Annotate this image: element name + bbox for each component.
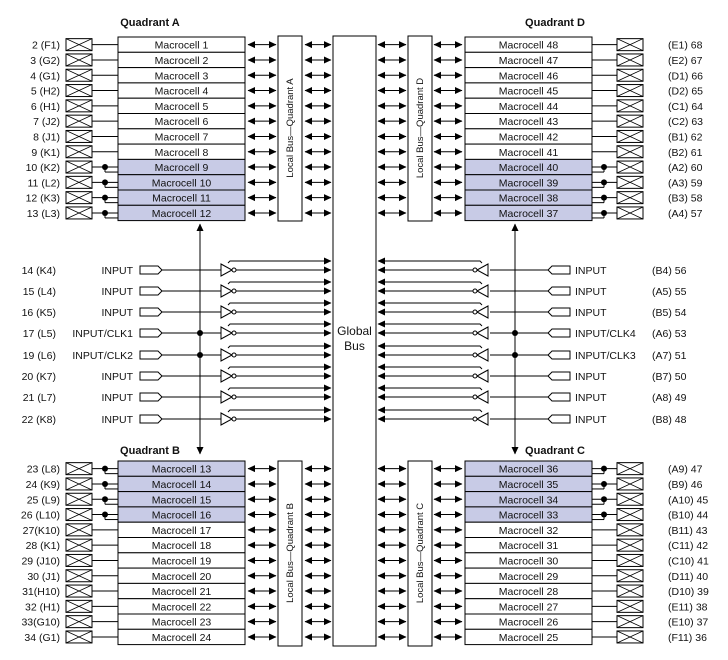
input-label: INPUT/CLK3	[575, 350, 636, 362]
input-complement-wire	[378, 388, 482, 390]
macrocell-label: Macrocell 1	[154, 39, 209, 52]
macrocell-label: Macrocell 9	[154, 162, 209, 175]
macrocell-label: Macrocell 19	[151, 555, 212, 568]
input-pin-label: 22 (K8)	[21, 414, 56, 426]
macrocell-label: Macrocell 21	[151, 586, 212, 599]
input-pad	[140, 393, 162, 401]
macrocell-label: Macrocell 44	[498, 100, 559, 113]
macrocell-label: Macrocell 11	[152, 192, 211, 205]
macrocell-label: Macrocell 29	[498, 570, 559, 583]
input-buffer-bubble	[232, 289, 236, 293]
macrocell-label: Macrocell 46	[498, 70, 559, 83]
pin-label: (B11) 43	[668, 524, 708, 537]
macrocell-label: Macrocell 37	[498, 207, 559, 220]
input-pin-label: (A8) 49	[652, 392, 687, 404]
pin-label: (D2) 65	[668, 85, 704, 98]
macrocell-label: Macrocell 20	[151, 570, 212, 583]
macrocell-label: Macrocell 40	[498, 162, 559, 175]
input-buffer-bubble	[473, 353, 477, 357]
pin-label: 2 (F1)	[31, 39, 60, 52]
pin-label: (C1) 64	[668, 100, 704, 113]
input-pad	[548, 308, 570, 316]
input-complement-wire	[378, 282, 482, 284]
input-label: INPUT	[575, 392, 607, 404]
input-pad	[140, 372, 162, 380]
macrocell-label: Macrocell 5	[154, 100, 209, 113]
pin-label: (C10) 41	[668, 555, 709, 568]
input-buffer	[477, 391, 488, 403]
input-pad	[548, 415, 570, 423]
pin-label: 6 (H1)	[30, 100, 60, 113]
input-pin-label: (A5) 55	[652, 286, 687, 298]
macrocell-label: Macrocell 32	[498, 524, 559, 537]
input-complement-wire	[228, 367, 331, 369]
macrocell-label: Macrocell 15	[151, 494, 212, 507]
macrocell-label: Macrocell 2	[154, 54, 209, 67]
input-pad	[548, 351, 570, 359]
pin-label: 34 (G1)	[24, 631, 60, 644]
input-pin-label: (B8) 48	[652, 414, 687, 426]
macrocell-label: Macrocell 27	[498, 601, 559, 614]
global-bus-label-line2: Bus	[344, 339, 365, 353]
macrocell-label: Macrocell 45	[498, 85, 559, 98]
macrocell-label: Macrocell 14	[151, 478, 212, 491]
input-label: INPUT	[101, 414, 133, 426]
input-buffer	[221, 306, 232, 318]
macrocell-label: Macrocell 39	[498, 177, 559, 190]
pin-label: 30 (J1)	[27, 570, 60, 583]
input-buffer	[477, 306, 488, 318]
input-complement-wire	[378, 261, 482, 263]
input-buffer	[221, 413, 232, 425]
macrocell-label: Macrocell 6	[154, 116, 209, 129]
input-complement-wire	[228, 388, 331, 390]
macrocell-label: Macrocell 30	[498, 555, 559, 568]
pin-label: (C2) 63	[668, 116, 704, 129]
input-buffer	[477, 327, 488, 339]
macrocell-label: Macrocell 28	[498, 586, 559, 599]
input-complement-wire	[378, 324, 482, 326]
macrocell-label: Macrocell 17	[151, 524, 212, 537]
pin-label: 32 (H1)	[24, 601, 60, 614]
input-pin-label: 17 (L5)	[22, 328, 56, 340]
pin-label: 9 (K1)	[31, 146, 60, 159]
input-pin-label: (B5) 54	[652, 307, 687, 319]
input-complement-wire	[228, 324, 331, 326]
input-buffer	[477, 349, 488, 361]
macrocell-label: Macrocell 13	[151, 463, 212, 476]
input-pad	[548, 372, 570, 380]
input-buffer-bubble	[473, 310, 477, 314]
pin-label: (F11) 36	[668, 631, 707, 644]
pin-label: (D11) 40	[668, 570, 709, 583]
pin-label: (B9) 46	[668, 478, 703, 491]
input-complement-wire	[378, 346, 482, 348]
macrocell-label: Macrocell 35	[498, 478, 559, 491]
input-pad	[548, 329, 570, 337]
pin-label: 13 (L3)	[26, 207, 60, 220]
macrocell-label: Macrocell 47	[498, 54, 559, 67]
pin-label: (C11) 42	[668, 540, 709, 553]
macrocell-label: Macrocell 22	[151, 601, 212, 614]
local-bus-d-label: Local Bus—Quadrant D	[415, 77, 426, 179]
input-buffer-bubble	[473, 331, 477, 335]
pin-label: 24 (K9)	[25, 478, 60, 491]
input-pin-label: 15 (L4)	[22, 286, 56, 298]
pin-label: 3 (G2)	[30, 54, 60, 67]
input-pad	[140, 415, 162, 423]
pin-label: 31(H10)	[22, 586, 60, 599]
input-label: INPUT	[101, 307, 133, 319]
input-buffer-bubble	[473, 374, 477, 378]
pin-label: 23 (L8)	[26, 463, 60, 476]
input-buffer-bubble	[232, 374, 236, 378]
input-complement-wire	[378, 410, 482, 412]
pin-label: (E10) 37	[668, 616, 709, 629]
pin-label: 8 (J1)	[33, 131, 60, 144]
macrocell-label: Macrocell 12	[151, 207, 212, 220]
pin-label: 33(G10)	[21, 616, 60, 629]
input-label: INPUT	[101, 392, 133, 404]
quadrant-d-title: Quadrant D	[525, 17, 585, 29]
macrocell-label: Macrocell 33	[498, 509, 559, 522]
input-buffer	[221, 349, 232, 361]
pin-label: 10 (K2)	[25, 162, 60, 175]
macrocell-label: Macrocell 43	[498, 116, 559, 129]
input-buffer	[477, 285, 488, 297]
pin-label: (D1) 66	[668, 70, 704, 83]
macrocell-label: Macrocell 42	[498, 131, 559, 144]
input-pin-label: 20 (K7)	[21, 371, 56, 383]
input-pad	[140, 266, 162, 274]
input-buffer	[477, 413, 488, 425]
input-buffer-bubble	[232, 268, 236, 272]
macrocell-label: Macrocell 4	[154, 85, 209, 98]
input-label: INPUT	[101, 265, 133, 277]
pin-label: (D10) 39	[668, 586, 709, 599]
pin-label: (B2) 61	[668, 146, 703, 159]
pin-label: 27(K10)	[22, 524, 60, 537]
input-label: INPUT	[575, 307, 607, 319]
input-pad	[548, 266, 570, 274]
input-label: INPUT/CLK1	[72, 328, 133, 340]
input-pad	[140, 308, 162, 316]
pin-label: (B1) 62	[668, 131, 703, 144]
macrocell-label: Macrocell 38	[498, 192, 559, 205]
macrocell-label: Macrocell 23	[151, 616, 212, 629]
local-bus-b-label: Local Bus—Quadrant B	[285, 503, 296, 603]
input-label: INPUT	[575, 286, 607, 298]
pin-label: 4 (G1)	[30, 70, 60, 83]
input-label: INPUT	[575, 265, 607, 277]
input-buffer	[477, 370, 488, 382]
pin-label: 5 (H2)	[30, 85, 60, 98]
pin-label: (A9) 47	[668, 463, 703, 476]
pin-label: 26 (L10)	[20, 509, 60, 522]
input-buffer-bubble	[473, 417, 477, 421]
pin-label: 11 (L2)	[27, 177, 60, 190]
input-label: INPUT/CLK4	[575, 328, 636, 340]
input-complement-wire	[378, 367, 482, 369]
input-buffer	[221, 370, 232, 382]
pin-label: 25 (L9)	[26, 494, 60, 507]
input-buffer-bubble	[232, 353, 236, 357]
input-complement-wire	[228, 346, 331, 348]
macrocell-label: Macrocell 36	[498, 463, 559, 476]
pin-label: (E2) 67	[668, 54, 703, 67]
input-buffer-bubble	[232, 331, 236, 335]
input-pad	[548, 287, 570, 295]
input-label: INPUT	[101, 286, 133, 298]
quadrant-b-title: Quadrant B	[120, 445, 180, 457]
pin-label: (A4) 57	[668, 207, 703, 220]
input-label: INPUT	[101, 371, 133, 383]
pin-label: (A2) 60	[668, 162, 703, 175]
input-complement-wire	[228, 261, 331, 263]
input-buffer-bubble	[232, 417, 236, 421]
pin-label: 28 (K1)	[25, 540, 60, 553]
input-pin-label: (B7) 50	[652, 371, 687, 383]
local-bus-c-label: Local Bus—Quadrant C	[415, 502, 426, 604]
input-pad	[140, 329, 162, 337]
pin-label: 12 (K3)	[25, 192, 60, 205]
quadrant-a-title: Quadrant A	[120, 17, 180, 29]
input-pin-label: 16 (K5)	[21, 307, 56, 319]
local-bus-a-label: Local Bus—Quadrant A	[285, 78, 296, 178]
input-buffer-bubble	[473, 289, 477, 293]
macrocell-label: Macrocell 24	[151, 631, 212, 644]
input-pad	[140, 287, 162, 295]
input-complement-wire	[228, 303, 331, 305]
macrocell-label: Macrocell 10	[151, 177, 212, 190]
global-bus-label-line1: Global	[337, 324, 372, 338]
macrocell-label: Macrocell 31	[498, 540, 559, 553]
input-pin-label: (A7) 51	[652, 350, 687, 362]
pin-label: (E11) 38	[668, 601, 708, 614]
pin-label: 29 (J10)	[21, 555, 60, 568]
input-label: INPUT	[575, 414, 607, 426]
macrocell-label: Macrocell 41	[498, 146, 559, 159]
input-label: INPUT/CLK2	[72, 350, 133, 362]
pin-label: (A10) 45	[668, 494, 709, 507]
macrocell-label: Macrocell 18	[151, 540, 212, 553]
macrocell-label: Macrocell 25	[498, 631, 559, 644]
input-buffer-bubble	[232, 310, 236, 314]
input-buffer	[221, 264, 232, 276]
input-buffer-bubble	[473, 268, 477, 272]
macrocell-label: Macrocell 8	[154, 146, 209, 159]
pin-label: (B10) 44	[668, 509, 709, 522]
input-pin-label: (B4) 56	[652, 265, 687, 277]
input-complement-wire	[228, 282, 331, 284]
quadrant-c-title: Quadrant C	[525, 445, 585, 457]
pin-label: 7 (J2)	[33, 116, 60, 129]
input-pin-label: 19 (L6)	[22, 350, 56, 362]
input-buffer-bubble	[232, 395, 236, 399]
macrocell-label: Macrocell 48	[498, 39, 559, 52]
macrocell-label: Macrocell 3	[154, 70, 209, 83]
input-buffer	[221, 285, 232, 297]
input-complement-wire	[378, 303, 482, 305]
macrocell-label: Macrocell 26	[498, 616, 559, 629]
input-pad	[548, 393, 570, 401]
input-buffer-bubble	[473, 395, 477, 399]
input-pad	[140, 351, 162, 359]
macrocell-label: Macrocell 34	[498, 494, 559, 507]
macrocell-label: Macrocell 7	[154, 131, 209, 144]
input-buffer	[477, 264, 488, 276]
input-label: INPUT	[575, 371, 607, 383]
pin-label: (E1) 68	[668, 39, 703, 52]
input-pin-label: 21 (L7)	[22, 392, 56, 404]
pin-label: (A3) 59	[668, 177, 703, 190]
input-complement-wire	[228, 410, 331, 412]
input-buffer	[221, 327, 232, 339]
pin-label: (B3) 58	[668, 192, 703, 205]
input-buffer	[221, 391, 232, 403]
macrocell-label: Macrocell 16	[151, 509, 212, 522]
input-pin-label: 14 (K4)	[21, 265, 56, 277]
input-pin-label: (A6) 53	[652, 328, 687, 340]
